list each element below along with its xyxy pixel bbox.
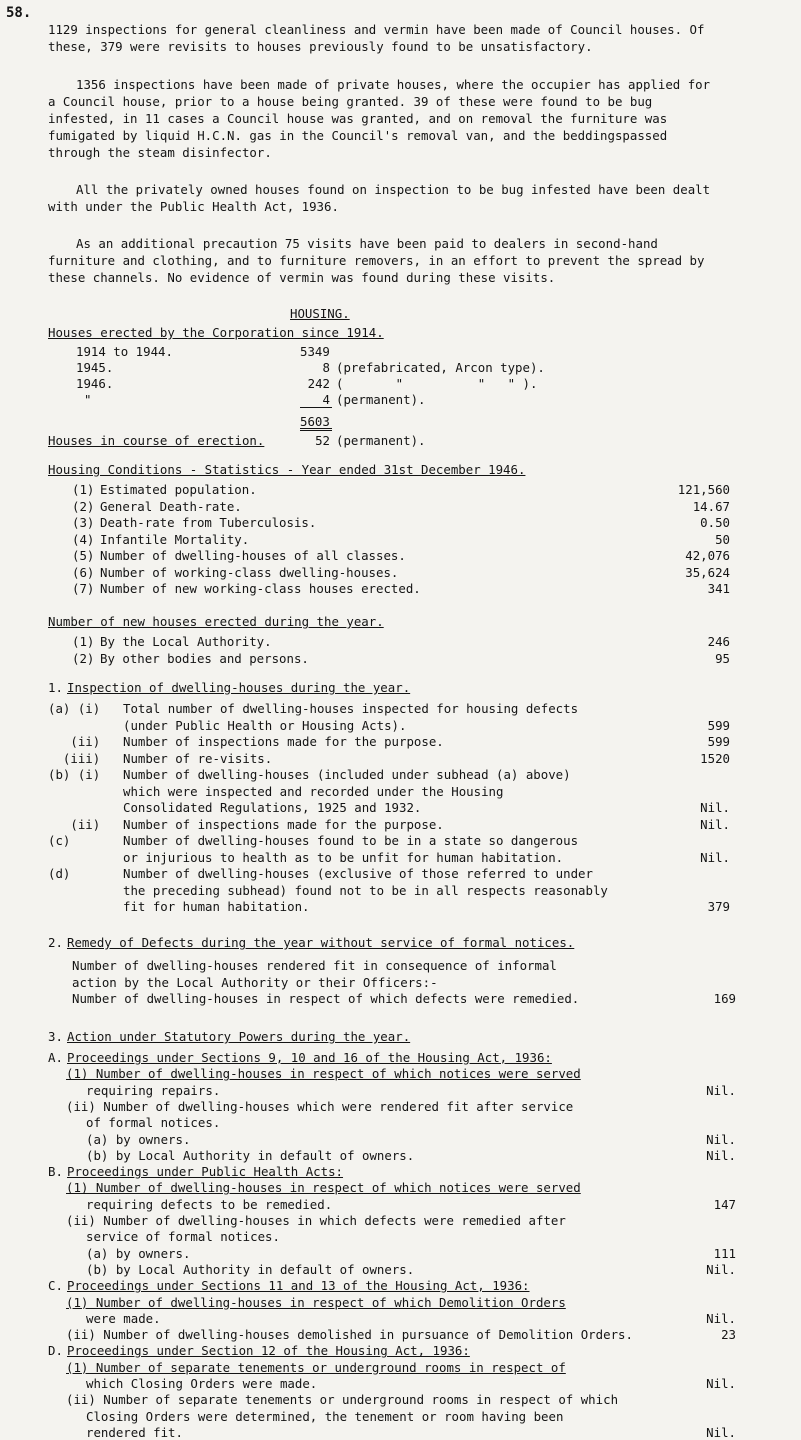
erected-heading: Houses erected by the Corporation since 1914. (48, 325, 384, 340)
action-text: (ii) Number of dwelling-houses in which defects were remedied after (66, 1213, 566, 1228)
erected-label: 1945. (76, 360, 114, 375)
item-number: (ii) (48, 734, 101, 749)
item-number: (ii) (48, 816, 101, 832)
action-text: (b) by Local Authority in default of owners. (86, 1147, 415, 1163)
inspection-text: the preceding subhead) found not to be in all respects reasonably (123, 882, 608, 898)
section-2-number: 2. (48, 935, 63, 950)
text-line: furniture and clothing, and to furniture removers, in an effort to prevent the spread by (48, 253, 705, 268)
item-number: (5) (72, 548, 95, 563)
inspection-text: Total number of dwelling-houses inspected for housing defects (123, 701, 579, 716)
condition-value: 121,560 (677, 482, 730, 497)
action-text: rendered fit. (86, 1424, 183, 1440)
text-line: with under the Public Health Act, 1936. (48, 199, 339, 214)
inspection-value: Nil. (700, 816, 730, 832)
course-label: Houses in course of erection. (48, 433, 265, 448)
inspection-value: Nil. (700, 800, 730, 815)
action-value: 147 (713, 1196, 736, 1212)
text-line: As an additional precaution 75 visits have been paid to dealers in second-hand (76, 236, 658, 251)
action-value: 111 (713, 1245, 736, 1261)
action-value: Nil. (706, 1082, 736, 1098)
erected-note: ( " " " ). (336, 376, 538, 391)
course-note: (permanent). (336, 433, 426, 448)
item-number: (1) (72, 634, 95, 649)
inspection-text: (under Public Health or Housing Acts). (123, 717, 407, 733)
erected-value: 5349 (300, 344, 330, 359)
remedy-text: Number of dwelling-houses rendered fit in consequence of informal (72, 958, 557, 973)
inspection-text: which were inspected and recorded under the Housing (123, 783, 504, 799)
inspection-value: 1520 (700, 750, 730, 766)
action-text: of formal notices. (86, 1115, 221, 1131)
action-underlined-text: (1) Number of dwelling-houses in respect of which Demolition Orders (66, 1294, 566, 1310)
condition-label: Infantile Mortality. (100, 531, 250, 547)
item-number: (iii) (48, 750, 101, 766)
section-3-number: 3. (48, 1029, 63, 1044)
section-2-heading: Remedy of Defects during the year without service of formal notices. (67, 935, 575, 950)
action-text: (ii) Number of dwelling-houses demolished in pursuance of Demolition Orders. (66, 1327, 633, 1343)
inspection-text: or injurious to health as to be unfit for human habitation. (123, 849, 564, 865)
action-text: (a) by owners. (86, 1245, 191, 1261)
item-number: (1) (72, 482, 95, 497)
condition-label: Number of new working-class houses erected. (100, 581, 421, 596)
action-underlined-text: Proceedings under Sections 9, 10 and 16 of the Housing Act, 1936: (67, 1050, 552, 1065)
text-line: 1129 inspections for general cleanliness and vermin have been made of Council houses. Of (48, 22, 705, 37)
condition-value: 14.67 (692, 498, 730, 514)
inspection-value: Nil. (700, 849, 730, 865)
item-number: (7) (72, 581, 95, 596)
remedy-text: Number of dwelling-houses in respect of which defects were remedied. (72, 991, 580, 1006)
erected-total: 5603 (300, 414, 330, 429)
text-line: 1356 inspections have been made of private houses, where the occupier has applied for (76, 77, 711, 92)
item-number: (2) (72, 498, 95, 514)
text-line: these, 379 were revisits to houses previously found to be unsatisfactory. (48, 39, 593, 54)
action-underlined-text: Proceedings under Section 12 of the Housing Act, 1936: (67, 1343, 470, 1359)
erected-label: " (84, 392, 92, 407)
course-value: 52 (315, 433, 330, 448)
inspection-text: Number of dwelling-houses (included under subhead (a) above) (123, 767, 571, 782)
remedy-text: action by the Local Authority or their Officers:- (72, 974, 438, 990)
action-text: D. (48, 1343, 71, 1359)
new-house-label: By the Local Authority. (100, 634, 272, 649)
erected-note: (prefabricated, Arcon type). (336, 360, 545, 375)
condition-value: 42,076 (685, 548, 730, 563)
action-value: Nil. (706, 1147, 736, 1163)
item-number: (b) (i) (48, 767, 101, 782)
action-value: Nil. (706, 1376, 736, 1391)
condition-value: 50 (715, 531, 730, 547)
condition-label: Number of dwelling-houses of all classes. (100, 548, 406, 563)
erected-value: 8 (322, 360, 330, 375)
action-value: Nil. (706, 1424, 736, 1440)
action-text: requiring defects to be remedied. (86, 1196, 333, 1212)
item-number: (d) (48, 866, 71, 881)
action-underlined-text: (1) Number of dwelling-houses in respect of which notices were served (66, 1180, 581, 1196)
action-value: Nil. (706, 1131, 736, 1147)
action-text: Closing Orders were determined, the tenement or room having been (86, 1408, 564, 1424)
inspection-value: 599 (707, 717, 730, 733)
erected-label: 1946. (76, 376, 114, 391)
condition-value: 35,624 (685, 564, 730, 580)
action-underlined-text: (1) Number of dwelling-houses in respect of which notices were served (66, 1066, 581, 1082)
action-text: C. (48, 1278, 71, 1294)
action-value: 23 (721, 1327, 736, 1343)
item-number: (6) (72, 564, 95, 580)
item-number: (4) (72, 531, 95, 547)
text-line: a Council house, prior to a house being granted. 39 of these were found to be bug (48, 94, 653, 109)
action-text: A. (48, 1050, 71, 1065)
condition-label: Estimated population. (100, 482, 257, 497)
inspection-text: Consolidated Regulations, 1925 and 1932. (123, 800, 422, 815)
inspection-text: Number of re-visits. (123, 750, 273, 766)
condition-value: 341 (707, 581, 730, 596)
total-double-rule (300, 428, 332, 431)
item-number: (2) (72, 650, 95, 666)
inspection-text: Number of dwelling-houses (exclusive of those referred to under (123, 866, 593, 881)
section-3-heading: Action under Statutory Powers during the year. (67, 1029, 411, 1044)
conditions-heading: Housing Conditions - Statistics - Year ended 31st December 1946. (48, 462, 526, 477)
action-text: (ii) Number of dwelling-houses which were rendered fit after service (66, 1098, 574, 1114)
new-house-label: By other bodies and persons. (100, 650, 309, 666)
inspection-text: Number of inspections made for the purpose. (123, 816, 444, 832)
inspection-value: 379 (707, 899, 730, 914)
housing-heading: HOUSING. (290, 306, 350, 321)
action-text: service of formal notices. (86, 1229, 280, 1245)
inspection-text: Number of dwelling-houses found to be in a state so dangerous (123, 833, 579, 848)
new-houses-heading: Number of new houses erected during the year. (48, 614, 384, 629)
section-1-heading: Inspection of dwelling-houses during the year. (67, 680, 411, 695)
inspection-value: 599 (707, 734, 730, 749)
new-house-value: 95 (715, 650, 730, 666)
text-line: through the steam disinfector. (48, 145, 272, 160)
action-text: which Closing Orders were made. (86, 1376, 318, 1391)
condition-label: Death-rate from Tuberculosis. (100, 515, 317, 530)
erected-value: 4 (322, 392, 330, 407)
item-number: (c) (48, 833, 71, 848)
text-line: these channels. No evidence of vermin was found during these visits. (48, 270, 556, 285)
inspection-text: Number of inspections made for the purpose. (123, 734, 444, 749)
action-text: requiring repairs. (86, 1082, 221, 1098)
section-1-number: 1. (48, 680, 63, 695)
action-text: B. (48, 1164, 71, 1180)
inspection-text: fit for human habitation. (123, 899, 310, 914)
action-underlined-text: (1) Number of separate tenements or underground rooms in respect of (66, 1359, 566, 1375)
text-line: infested, in 11 cases a Council house was granted, and on removal the furniture was (48, 111, 668, 126)
action-value: Nil. (706, 1261, 736, 1277)
action-text: (ii) Number of separate tenements or underground rooms in respect of which (66, 1392, 619, 1408)
text-line: All the privately owned houses found on inspection to be bug infested have been dealt (76, 182, 711, 197)
action-text: (b) by Local Authority in default of owners. (86, 1261, 415, 1277)
condition-label: General Death-rate. (100, 498, 242, 514)
sum-rule (300, 407, 332, 408)
item-number: (a) (i) (48, 701, 101, 716)
action-value: Nil. (706, 1310, 736, 1326)
action-text: (a) by owners. (86, 1131, 191, 1147)
new-house-value: 246 (707, 634, 730, 649)
condition-label: Number of working-class dwelling-houses. (100, 564, 399, 580)
item-number: (3) (72, 515, 95, 530)
condition-value: 0.50 (700, 515, 730, 530)
action-text: were made. (86, 1310, 161, 1326)
page-number: 58. (6, 5, 32, 21)
remedy-value: 169 (713, 991, 736, 1006)
action-underlined-text: Proceedings under Public Health Acts: (67, 1164, 344, 1180)
action-underlined-text: Proceedings under Sections 11 and 13 of the Housing Act, 1936: (67, 1278, 530, 1294)
erected-value: 242 (307, 376, 330, 391)
text-line: fumigated by liquid H.C.N. gas in the Council's removal van, and the beddingspassed (48, 128, 668, 143)
erected-label: 1914 to 1944. (76, 344, 173, 359)
erected-note: (permanent). (336, 392, 426, 407)
